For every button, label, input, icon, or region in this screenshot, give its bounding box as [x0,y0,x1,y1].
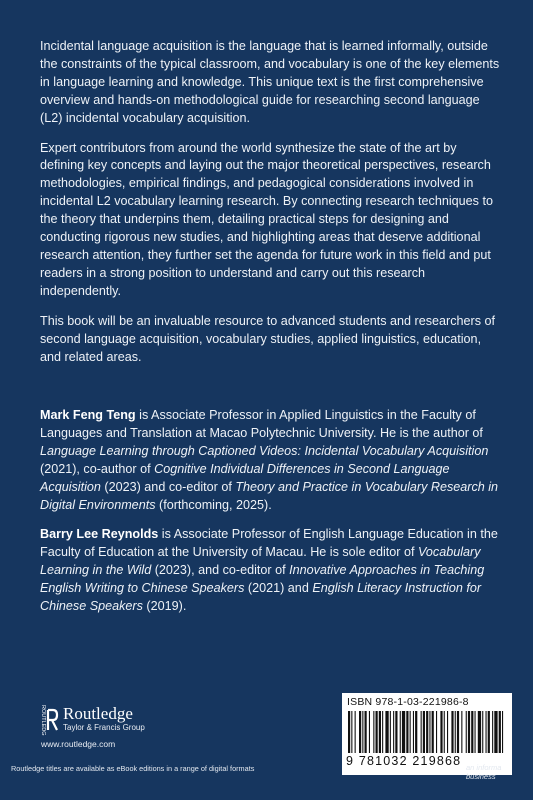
author-bios [40,407,500,628]
informa-tagline: an informa business [466,763,502,781]
author-name: Mark Feng Teng [40,408,136,422]
blurb-paragraph-1: Incidental language acquisition is the language that is learned informally, outside the constraints of the typical classroom, and vocabulary is one of the key elements in language learning and knowledge. This unique text is the first comprehensive overview and hands-on methodological guide for researching second language (L2) incidental vocabulary acquisition. [40,39,500,125]
blurb-section [40,38,500,366]
author-bio-reynolds: Barry Lee Reynolds is Associate Professor of English Language Education in the Faculty of Education at the University of Macau. He is sole editor of Vocabulary Learning in the Wild (2023), and co-editor of Innovative Approaches in Teaching English Writing to Chinese Speakers (2021) and English Literacy Instruction for Chinese Speakers (2019). [40,527,498,614]
routledge-logo [39,702,145,736]
book-title: Cognitive Individual Differences in Second Language Acquisition [40,461,450,494]
book-title: Theory and Practice in Vocabulary Research in Digital Environments [40,479,499,512]
author-name: Barry Lee Reynolds [40,527,159,542]
book-title: English Literacy Instruction for Chinese Speakers [40,581,482,614]
blurb-paragraph-3: This book will be an invaluable resource to advanced students and researchers of second language acquisition, vocabulary studies, applied linguistics, education, and related areas. [40,313,496,364]
blurb-paragraph-2: Expert contributors from around the world synthesize the state of the art by defining key concepts and laying out the major theoretical perspectives, research methodologies, empirical findings, and pedagogical considerations involved in incidental L2 vocabulary learning research. By connecting research techniques to the theory that underpins them, detailing practical steps for designing and conducting rigorous new studies, and highlighting areas that deserve additional research attention, they further set the agenda for future work in this field and put readers in a strong position to understand and carry out this research independently. [40,140,493,298]
book-title: Language Learning through Captioned Videos: Incidental Vocabulary Acquisition [40,443,489,458]
publisher-website: www.routledge.com [41,739,116,749]
barcode-icon [346,711,508,755]
ebook-note: Routledge titles are available as eBook editions in a range of digital formats [11,764,255,773]
author-bio-teng: Mark Feng Teng is Associate Professor in Applied Linguistics in the Faculty of Languages and Translation at Macao Polytechnic University. He is the author of Language Learning through Captioned Videos: Incidental Vocabulary Acquisition (2021), co-author of Cognitive Individual Differences in Second Language Acquisition (2023) and co-editor of Theory and Practice in Vocabulary Research in Digital Environments (forthcoming, 2025). [40,408,499,512]
publisher-group: Taylor & Francis Group [63,723,145,732]
routledge-r-icon [39,702,59,736]
barcode-digits: 9 781032 219868 [346,754,462,768]
series-mark-text: ROUTLEDGE [40,705,46,736]
isbn-label: ISBN 978-1-03-221986-8 [347,696,469,708]
book-title: Vocabulary Learning in the Wild [40,545,481,578]
publisher-name: Routledge [63,704,133,723]
book-title: Innovative Approaches in Teaching English Writing to Chinese Speakers [40,563,485,596]
